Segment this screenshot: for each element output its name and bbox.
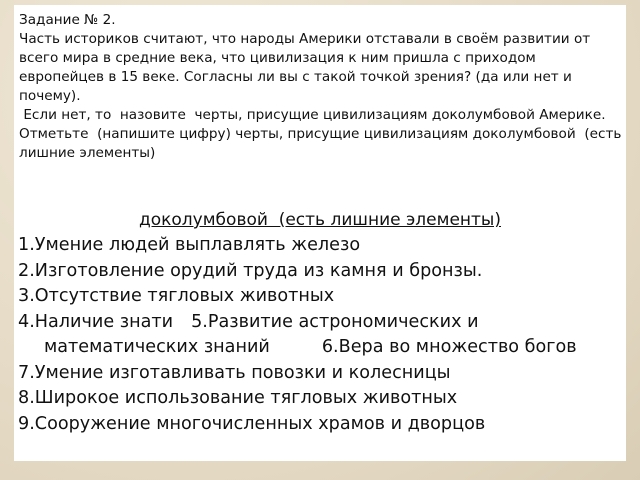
option-number: 9. xyxy=(18,413,35,434)
option-number: 8. xyxy=(18,388,35,408)
option-text: Широкое использование тягловых животных xyxy=(34,388,458,408)
option-number: 5. xyxy=(191,311,208,332)
list-subheading xyxy=(14,209,626,231)
option-number: 4. xyxy=(18,311,35,332)
task-block xyxy=(19,11,625,163)
option-item-8 xyxy=(16,386,624,412)
option-text: Вера во множество богов xyxy=(338,337,577,357)
task-title: Задание № 2. xyxy=(19,12,116,28)
option-item-9 xyxy=(16,412,624,438)
option-number: 6. xyxy=(321,337,339,357)
option-item-1 xyxy=(16,233,624,259)
option-item-3 xyxy=(16,284,624,310)
options-list xyxy=(16,233,624,437)
task-instruction: Если нет, то назовите черты, присущие цивилизациям доколумбовой Америке. Отметьте (напишите цифру) черты, присущие цивилизациям доколумбовой (есть лишние элементы) xyxy=(19,107,626,161)
option-item-2 xyxy=(16,259,624,285)
list-subheading-text: доколумбовой (есть лишние элементы) xyxy=(138,210,501,230)
option-number: 3. xyxy=(18,286,35,306)
task-body: Часть историков считают, что народы Америки отставали в своём развитии от всего мира в средние века, что цивилизация к ним пришла с приходом европейцев в 15 веке. Согласны ли вы с такой точкой зрения? (да или нет и почему). xyxy=(19,31,591,104)
option-text: Развитие астрономических и математических знаний xyxy=(44,311,479,357)
option-text: Изготовление орудий труда из камня и бронзы. xyxy=(34,260,483,281)
slide-card xyxy=(14,5,626,461)
option-number: 7. xyxy=(18,362,35,383)
option-text: Умение людей выплавлять железо xyxy=(34,235,361,255)
option-text: Отсутствие тягловых животных xyxy=(34,286,335,306)
option-item-4-6 xyxy=(16,310,624,361)
option-number: 2. xyxy=(18,260,35,281)
option-number: 1. xyxy=(18,235,35,255)
option-text: Умение изготавливать повозки и колесницы xyxy=(34,362,451,383)
option-item-7 xyxy=(16,361,624,387)
option-text: Наличие знати xyxy=(34,311,174,332)
option-text: Сооружение многочисленных храмов и дворцов xyxy=(34,413,486,434)
